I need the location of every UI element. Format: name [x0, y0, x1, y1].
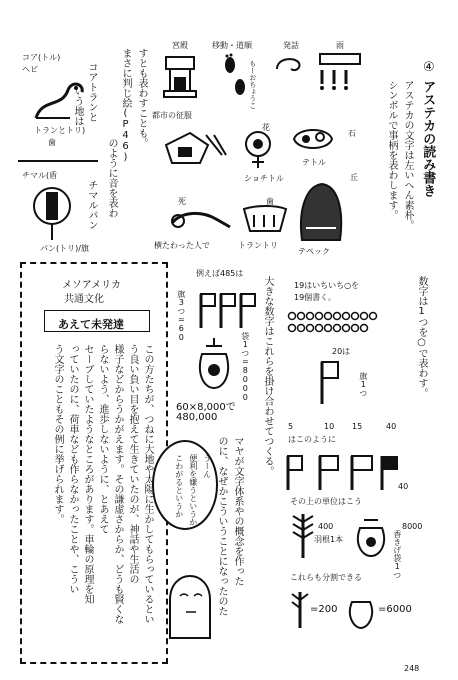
n8000-label: 8000	[402, 522, 423, 531]
konoyouni-label: はこのように	[288, 435, 336, 444]
glyph-label-tooth: 歯	[266, 197, 274, 206]
subheader-box	[44, 310, 150, 332]
partial-feather-icon	[288, 590, 312, 630]
nineteen-dots	[286, 310, 386, 340]
bag-right-label: 香きげ袋1つ	[392, 530, 402, 579]
snake-label-b: ヘビ	[22, 65, 38, 74]
flower-glyph-icon	[240, 130, 276, 170]
palace-glyph-icon	[160, 55, 200, 105]
dot-one	[289, 313, 296, 320]
glyph-label-mou: もーおちょうこ	[248, 60, 257, 109]
glyph-label-rain: 雨	[336, 41, 344, 50]
calc-line-2: 480,000	[176, 412, 218, 423]
intro-line-1: アステカの文字は左いへん素朴。	[402, 80, 413, 230]
shield-flag-glyph-icon	[32, 182, 72, 242]
thought-line-2: 便利を嫌うというか	[188, 454, 198, 526]
pantli-label: パン(トリ)/旗	[40, 244, 89, 253]
koatl-line-1: コアトランと	[86, 62, 97, 122]
bunkatsu-label: これらも分割できる	[290, 573, 362, 582]
dot-one	[289, 325, 296, 332]
eq200-label: =200	[310, 604, 338, 615]
glyph-label-hill: 丘	[350, 173, 358, 182]
glyph-label-tetl: テトル	[302, 158, 326, 167]
dot-one	[316, 313, 323, 320]
top-left-divider	[18, 160, 98, 162]
dot-one	[325, 313, 332, 320]
twenty-label: 20は	[332, 347, 351, 356]
n400-label: 400	[318, 522, 334, 531]
tooth-label-a: トランとトリ)	[34, 126, 86, 135]
dot-one	[352, 313, 359, 320]
thought-line-3: こわがるというか	[174, 454, 184, 518]
glyph-label-tlantli: トラントリ	[238, 241, 278, 250]
tick-5: 5	[288, 422, 294, 431]
mid-col-c: のに、なぜかこういうことになったのた	[216, 436, 227, 616]
subheader-undeveloped: あえて未発達	[58, 318, 124, 331]
mid-col-a: 大きな数字はこれらを掛け合わせてつくる。	[262, 276, 273, 476]
intro-line-2: シンボルで事柄を表わします。	[386, 80, 397, 220]
flag-fractions-icon	[282, 452, 402, 492]
glyph-label-death: 死	[178, 197, 186, 206]
section-title: アステカの読み書き	[420, 80, 436, 197]
upper-unit-label: その上の単位はこう	[290, 497, 362, 506]
essay-col-7: う文字のこともその例に挙げられます。	[52, 344, 63, 524]
glyph-label-xochitl: ショチトル	[244, 174, 284, 183]
dot-one	[343, 313, 350, 320]
incense-bag-icon	[196, 338, 232, 392]
dot-one	[343, 325, 350, 332]
chimalli-label-a: チマル(盾	[22, 171, 58, 180]
essay-col-1: この方たちが、つねに大地や太陽に生かしてもらっているとい	[142, 344, 153, 624]
bag-label: 袋1つ=8000	[240, 332, 250, 402]
glyph-label-conquest: 都市の征服	[152, 111, 192, 120]
glyph-label-travel: 移動・道順	[212, 41, 252, 50]
hill-glyph-icon	[296, 180, 346, 246]
bag-glyph-icon	[354, 514, 388, 558]
koatl-line-4: まさに判じ絵(P46)	[120, 48, 131, 163]
glyph-label-lying: 横たわった人で	[154, 241, 210, 250]
rain-glyph-icon	[312, 52, 372, 102]
flag1-label: 旗1つ	[358, 372, 368, 397]
forty-label: 40	[398, 482, 409, 491]
flag3-label: 旗3つ=60	[176, 290, 186, 342]
dot-one	[334, 313, 341, 320]
dot-one	[298, 325, 305, 332]
calc-line-1: 60×8,000で	[176, 402, 236, 413]
tooth-label-b: 歯	[48, 138, 56, 147]
feather-label: 羽根1本	[314, 535, 344, 544]
eq6000-label: =6000	[378, 604, 412, 615]
dot-one	[370, 313, 377, 320]
page-number: 248	[404, 664, 420, 673]
koatl-line-5: のように音を表わ	[106, 138, 117, 218]
header-meso-a: メソアメリカ	[62, 280, 121, 291]
dot-one	[298, 313, 305, 320]
dot-one	[352, 325, 359, 332]
dot-one	[334, 325, 341, 332]
stone-glyph-icon	[292, 125, 336, 155]
glyph-label-stone: 石	[348, 129, 356, 138]
mid-col-b: マヤが文字体系やの概念を作った	[232, 436, 243, 586]
partial-bag-icon	[346, 588, 376, 630]
three-flags-icon	[195, 290, 265, 330]
footprints-icon	[222, 55, 252, 105]
tick-15: 15	[352, 422, 363, 431]
glyph-label-palace: 宮殿	[172, 41, 188, 50]
flag-glyph-icon	[316, 360, 346, 406]
chimalli-label-b: チマルパン	[86, 180, 97, 230]
header-meso-b: 共通文化	[64, 294, 104, 305]
dot-one	[307, 325, 314, 332]
glyph-label-speech: 発話	[283, 41, 299, 50]
lying-person-icon	[168, 205, 238, 237]
essay-col-5: セーブしていたようなところがあります。車輪の原理を知	[82, 344, 93, 604]
glyph-label-tepec: テペック	[298, 247, 330, 256]
essay-col-2: う良い負い目を抱えて生きていたのが、神話や生活の	[127, 344, 138, 584]
essay-col-3: 様子などからうかがえます。その謙虚さからか、どうも賢くな	[112, 344, 123, 624]
tooth-glyph-icon	[240, 205, 290, 237]
conquest-temple-icon	[160, 125, 230, 175]
dot-one	[361, 313, 368, 320]
glyph-label-flower: 花	[262, 123, 270, 132]
tick-40: 40	[386, 422, 397, 431]
koatl-line-2: いう地は	[72, 86, 83, 126]
speech-scroll-icon	[275, 55, 305, 75]
nineteen-line-1: 19はいちいち○を	[294, 281, 360, 290]
koatl-line-3: すとも表わすことも。	[136, 48, 147, 148]
dot-one	[325, 325, 332, 332]
dot-one	[316, 325, 323, 332]
section-number: ④	[423, 60, 435, 75]
nineteen-line-2: 19個書く。	[294, 293, 337, 302]
snake-label-a: コア(トル)	[22, 53, 61, 62]
essay-col-6: っていたのに、荷車なども作らなかったことや、こうい	[67, 344, 78, 594]
tick-10: 10	[324, 422, 335, 431]
essay-col-4: らないよう、進歩しないように、とあえて	[97, 344, 108, 534]
dot-one	[361, 325, 368, 332]
right-vertical: 数字は1つを○で表わす。	[416, 276, 427, 398]
thought-line-1: うーん	[202, 454, 212, 478]
example-485: 例えば485は	[196, 269, 244, 278]
character-avatar	[160, 560, 220, 640]
dot-one	[307, 313, 314, 320]
